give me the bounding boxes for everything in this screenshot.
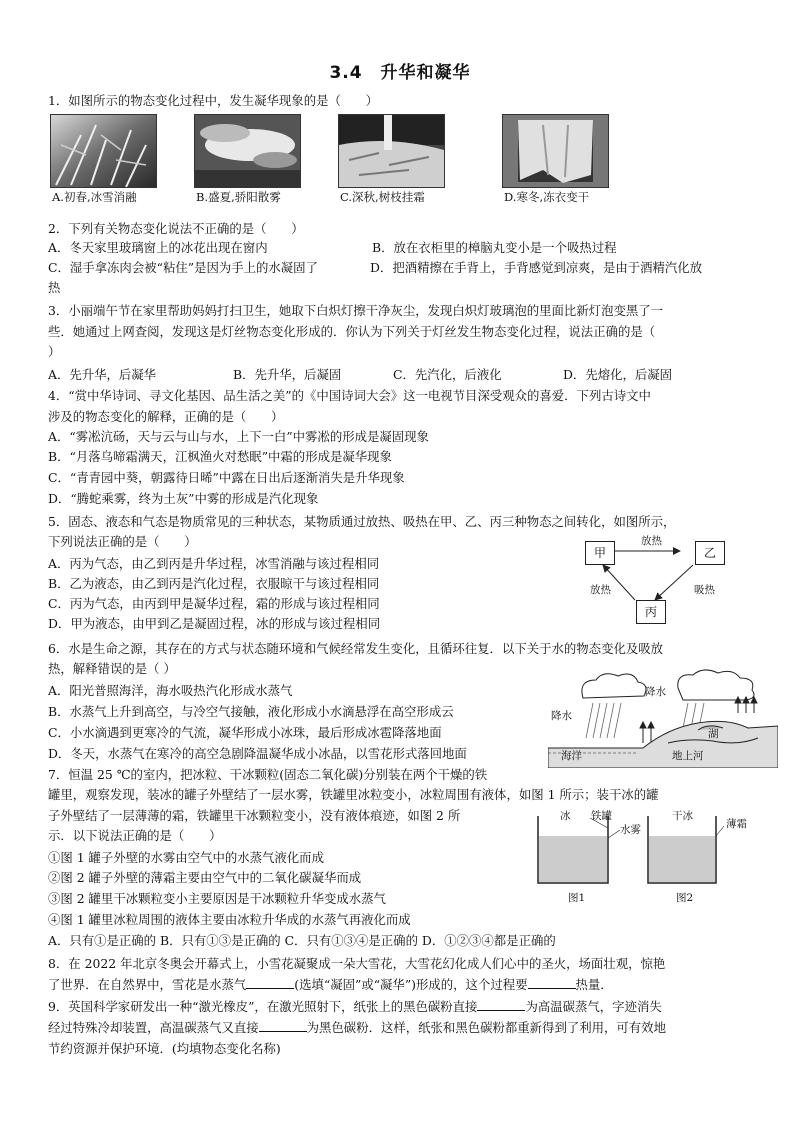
q7-statement-2: ②图 2 罐子外壁的薄霜主要由空气中的二氧化碳凝华而成 — [48, 870, 362, 885]
q3-option-d: D．先熔化，后凝固 — [563, 367, 673, 382]
label-iron-can: 铁罐 — [591, 810, 612, 822]
q6-option-d: D．冬天，水蒸气在寒冷的高空急剧降温凝华成小冰晶，以雪花形式落回地面 — [48, 746, 467, 761]
q8-line2 — [48, 976, 613, 994]
q1-caption-a: A.初春,冰雪消融 — [52, 190, 137, 204]
label-precipitation-1: 降水 — [645, 686, 666, 698]
q8-line1: 8．在 2022 年北京冬奥会开幕式上，小雪花凝聚成一朵大雪花，大雪花幻化成人们心中的圣火，场面壮观，惊艳 — [48, 956, 666, 971]
label-ice: 冰 — [560, 810, 571, 822]
q5-line1: 5．固态、液态和气态是物质常见的三种状态，某物质通过放热、吸热在甲、乙、丙三种物态之间转化，如图所示， — [48, 514, 676, 529]
q6-option-b: B．水蒸气上升到高空，与冷空气接触，液化形成小水滴悬浮在高空形成云 — [48, 704, 454, 719]
q8-blank-2[interactable] — [528, 976, 576, 989]
q2-option-b: B．放在衣柜里的樟脑丸变小是一个吸热过程 — [372, 240, 617, 255]
q1-stem: 1．如图所示的物态变化过程中，发生凝华现象的是（ ） — [48, 93, 379, 108]
q4-line1: 4．“赏中华诗词、寻文化基因、品生活之美”的《中国诗词大会》这一电视节目深受观众的喜爱．下列古诗文中 — [48, 388, 651, 403]
q7-line1: 7．恒温 25 ℃的室内，把冰粒、干冰颗粒(固态二氧化碳)分别装在两个干燥的铁 — [48, 767, 488, 782]
q8-blank-1[interactable] — [246, 976, 294, 989]
q1-caption-b: B.盛夏,骄阳散雾 — [196, 190, 281, 204]
state-box-yi: 乙 — [695, 541, 725, 565]
photo-frost-branches — [338, 114, 445, 188]
q3-line2: 些．她通过上网查阅，发现这是灯丝物态变化形成的．你认为下列关于灯丝发生物态变化过程，说法正确的是（ — [48, 324, 656, 339]
q6-option-a: A．阳光普照海洋，海水吸热汽化形成水蒸气 — [48, 683, 293, 698]
q8-line2-part2: (选填“凝固”或“凝华”)形成的，这个过程要 — [294, 977, 528, 992]
q9-line1-part1: 9．英国科学家研发出一种“激光橡皮”，在激光照射下，纸张上的黑色碳粉直接 — [48, 999, 478, 1014]
q7-statement-1: ①图 1 罐子外壁的水雾由空气中的水蒸气液化而成 — [48, 850, 324, 865]
page-title: 3.4 升华和凝华 — [329, 63, 471, 83]
q9-line3: 节约资源并保护环境．(均填物态变化名称) — [48, 1041, 281, 1056]
q9-line2-part2: 为黑色碳粉．这样，纸张和黑色碳粉都重新得到了利用，可有效地 — [306, 1020, 666, 1035]
q5-option-a: A．丙为气态，由乙到丙是升华过程，冰雪消融与该过程相同 — [48, 556, 380, 571]
q1-caption-d: D.寒冬,冻衣变干 — [504, 190, 590, 204]
photo-frozen-clothes — [502, 114, 609, 188]
q2-option-a: A．冬天家里玻璃窗上的冰花出现在窗内 — [48, 240, 268, 255]
water-cycle-illustration — [548, 668, 778, 768]
q6-line2: 热，解释错误的是（ ） — [48, 661, 176, 676]
q3-line3: ） — [48, 344, 61, 359]
state-box-bing: 丙 — [636, 600, 666, 624]
q2-stem: 2．下列有关物态变化说法不正确的是（ ） — [48, 221, 304, 236]
q3-option-a: A．先升华，后凝华 — [48, 367, 157, 382]
label-absorb-heat-right: 吸热 — [694, 584, 715, 596]
q3-option-b: B．先升华，后凝固 — [233, 367, 342, 382]
q8-line2-part3: 热量． — [575, 977, 613, 992]
state-box-jia: 甲 — [585, 541, 615, 565]
q9-blank-2[interactable] — [259, 1019, 307, 1032]
q7-statement-4: ④图 1 罐里冰粒周围的液体主要由冰粒升华成的水蒸气再液化而成 — [48, 912, 411, 927]
q6-option-c: C．小水滴遇到更寒冷的气流，凝华形成小冰珠，最后形成冰雹降落地面 — [48, 725, 442, 740]
label-river: 地上河 — [672, 750, 704, 762]
q3-line1: 3．小丽端午节在家里帮助妈妈打扫卫生，她取下白炽灯擦干净灰尘，发现白炽灯玻璃泡的里面比新灯泡变黑了一 — [48, 303, 664, 318]
q4-option-b: B．“月落乌啼霜满天，江枫渔火对愁眠”中霜的形成是凝华现象 — [48, 449, 392, 464]
label-figure-2: 图2 — [676, 892, 694, 904]
photo-mist-sun — [194, 114, 301, 188]
q5-option-d: D．甲为液态，由甲到乙是凝固过程，冰的形成与该过程相同 — [48, 616, 381, 631]
q4-option-d: D．“腾蛇乘雾，终为土灰”中雾的形成是汽化现象 — [48, 491, 319, 506]
q9-blank-1[interactable] — [477, 998, 525, 1011]
q3-option-c: C．先汽化，后液化 — [393, 367, 502, 382]
q4-line2: 涉及的物态变化的解释，正确的是（ ） — [48, 409, 284, 424]
q5-option-b: B．乙为液态，由乙到丙是汽化过程，衣服晾干与该过程相同 — [48, 576, 380, 591]
q7-line3: 子外壁结了一层薄薄的霜，铁罐里干冰颗粒变小，没有液体痕迹，如图 2 所 — [48, 808, 461, 823]
q5-line2: 下列说法正确的是（ ） — [48, 534, 197, 549]
q9-line1 — [48, 998, 662, 1016]
photo-ice-melting — [50, 114, 157, 188]
q7-line4: 示．以下说法正确的是（ ） — [48, 828, 222, 843]
q2-option-d-cont: 热 — [48, 280, 61, 295]
q9-line2-part1: 经过特殊冷却装置，高温碳蒸气又直接 — [48, 1020, 259, 1035]
label-frost: 薄霜 — [726, 818, 747, 830]
q4-option-c: C．“青青园中葵，朝露待日晞”中露在日出后逐渐消失是升华现象 — [48, 470, 405, 485]
q7-line2: 罐里，观察发现，装冰的罐子外壁结了一层水雾，铁罐里冰粒变小，冰粒周围有液体，如图 1 所示；装干冰的罐 — [48, 787, 659, 802]
label-water-mist: 水雾 — [620, 824, 641, 836]
q4-option-a: A．“雾凇沆砀，天与云与山与水，上下一白”中雾凇的形成是凝固现象 — [48, 429, 429, 444]
q7-statement-3: ③图 2 罐里干冰颗粒变小主要原因是干冰颗粒升华变成水蒸气 — [48, 891, 386, 906]
q7-options: A．只有①是正确的 B．只有①③是正确的 C．只有①③④是正确的 D．①②③④都是正确的 — [48, 933, 556, 948]
label-dry-ice: 干冰 — [672, 810, 693, 822]
q5-option-c: C．丙为气态，由丙到甲是凝华过程，霜的形成与该过程相同 — [48, 596, 380, 611]
label-ocean: 海洋 — [561, 750, 582, 762]
q2-option-d: D．把酒精擦在手背上，手背感觉到凉爽，是由于酒精汽化放 — [370, 260, 703, 275]
q6-line1: 6．水是生命之源，其存在的方式与状态随环境和气候经常发生变化，且循环往复．以下关于水的物态变化及吸放 — [48, 641, 664, 656]
q8-line2-part1: 了世界．在自然界中，雪花是水蒸气 — [48, 977, 247, 992]
label-release-heat-top: 放热 — [641, 535, 662, 547]
q9-line2 — [48, 1019, 666, 1037]
label-precipitation-2: 降水 — [551, 710, 572, 722]
q1-caption-c: C.深秋,树枝挂霜 — [340, 190, 425, 204]
label-lake: 湖 — [708, 728, 719, 740]
q2-option-c: C．湿手拿冻肉会被“粘住”是因为手上的水凝固了 — [48, 260, 318, 275]
q9-line1-part2: 为高温碳蒸气，字迹消失 — [525, 999, 662, 1014]
label-figure-1: 图1 — [568, 892, 586, 904]
label-release-heat-left: 放热 — [590, 584, 611, 596]
